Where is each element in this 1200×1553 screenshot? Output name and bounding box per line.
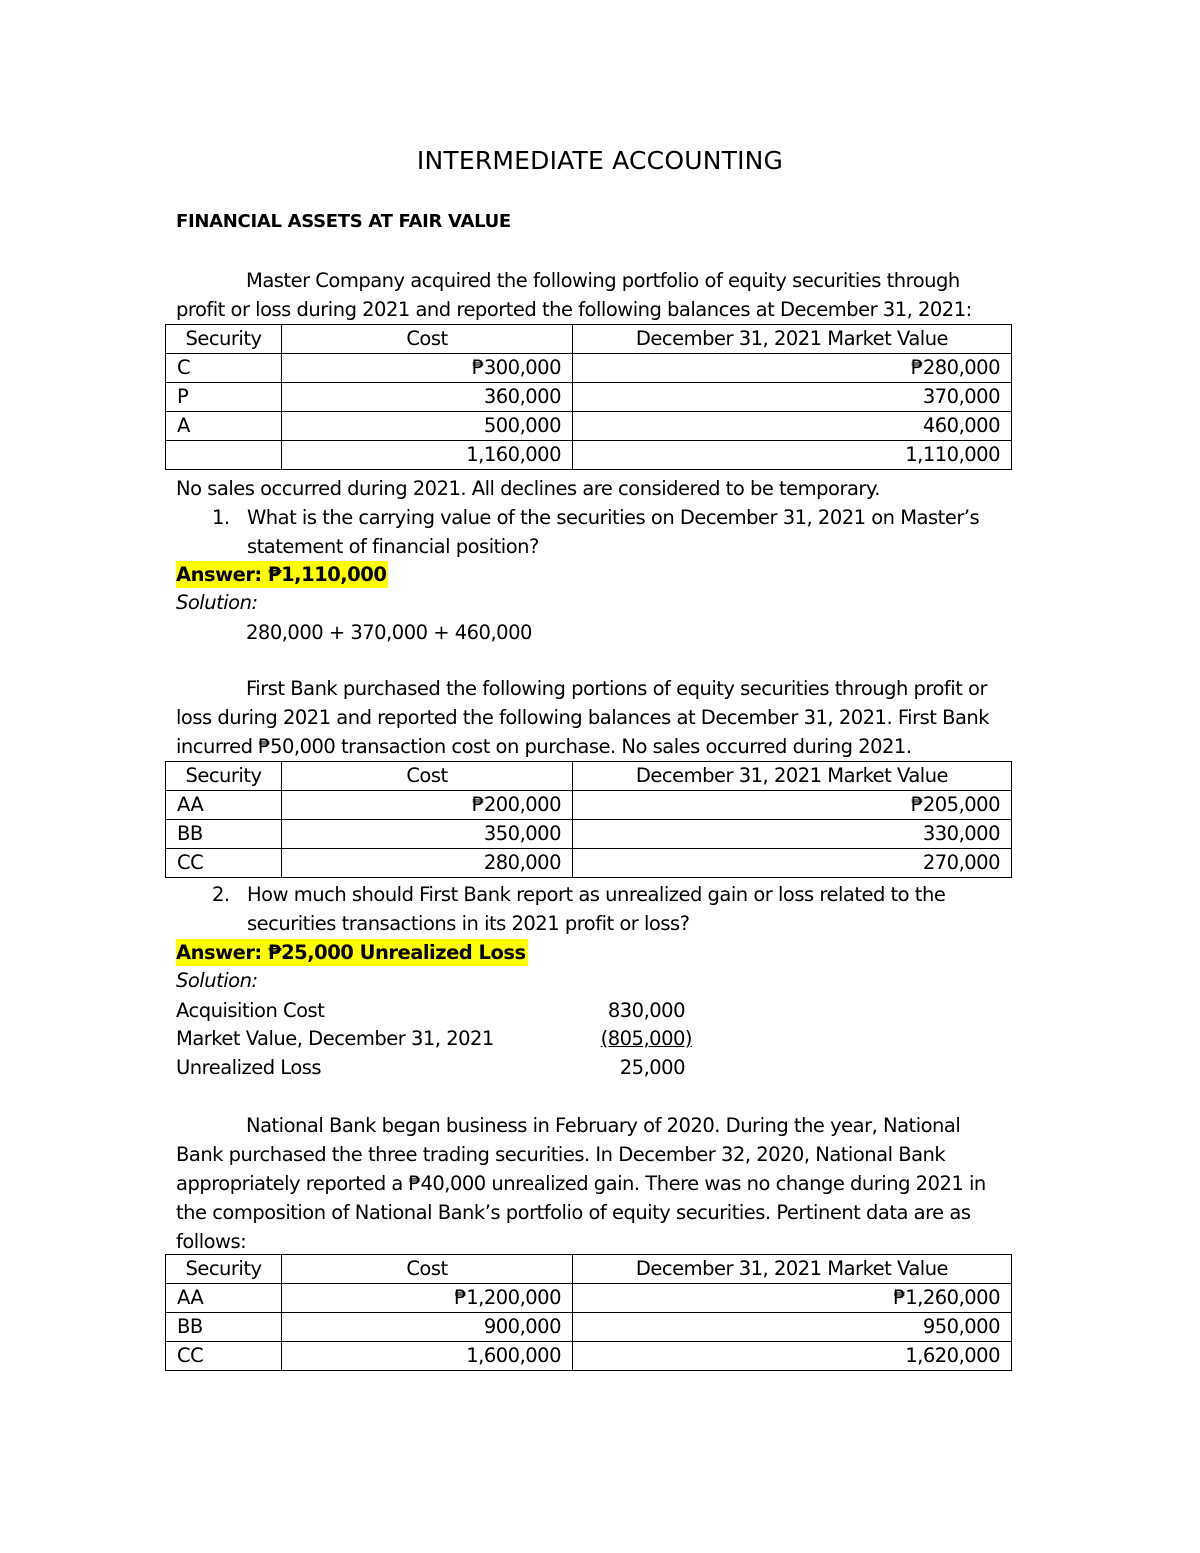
problem2-table [165, 761, 1012, 878]
header-security: Security [166, 325, 282, 354]
problem3-intro [176, 1111, 1016, 1256]
problem2-intro-line2: loss during 2021 and reported the following balances at December 31, 2021. First Bank [176, 706, 990, 729]
header-security: Security [166, 762, 282, 791]
header-cost: Cost [282, 325, 573, 354]
table-row [166, 412, 1012, 441]
table-row [166, 820, 1012, 849]
cell-security: BB [166, 820, 282, 849]
table-header-row [166, 325, 1012, 354]
cell-security: P [166, 383, 282, 412]
table-row [166, 354, 1012, 383]
cell-cost: 360,000 [282, 383, 573, 412]
cell-security: BB [166, 1313, 282, 1342]
calc-label-market-value: Market Value, December 31, 2021 [176, 1027, 494, 1050]
question-number: 1. [212, 506, 230, 529]
question-line2: securities transactions in its 2021 profit or loss? [247, 912, 690, 935]
problem3-intro-line1: National Bank began business in February of 2020. During the year, National [246, 1114, 961, 1137]
problem1-table [165, 324, 1012, 470]
table-row [166, 1313, 1012, 1342]
calc-label-acquisition-cost: Acquisition Cost [176, 999, 325, 1022]
table-row [166, 1284, 1012, 1313]
problem2-intro [176, 674, 1016, 761]
question-1 [212, 503, 1012, 561]
header-market-value: December 31, 2021 Market Value [573, 762, 1012, 791]
header-cost: Cost [282, 762, 573, 791]
cell-market-value: 1,620,000 [573, 1342, 1012, 1371]
cell-security: CC [166, 849, 282, 878]
problem2-intro-line3: incurred ₱50,000 transaction cost on purchase. No sales occurred during 2021. [176, 735, 912, 758]
question-number: 2. [212, 883, 230, 906]
table-header-row [166, 762, 1012, 791]
problem1-intro [176, 266, 1016, 324]
calc-label-unrealized-loss: Unrealized Loss [176, 1056, 322, 1079]
problem1-note: No sales occurred during 2021. All declines are considered to be temporary. [176, 477, 880, 500]
cell-cost: 350,000 [282, 820, 573, 849]
cell-cost: ₱200,000 [282, 791, 573, 820]
cell-market-value: ₱280,000 [573, 354, 1012, 383]
question-line1: What is the carrying value of the securities on December 31, 2021 on Master’s [247, 506, 980, 529]
cell-cost: 500,000 [282, 412, 573, 441]
solution-text-1: 280,000 + 370,000 + 460,000 [246, 621, 532, 644]
table-total-row [166, 441, 1012, 470]
problem3-intro-line4: the composition of National Bank’s portfolio of equity securities. Pertinent data are as [176, 1201, 971, 1224]
table-header-row [166, 1255, 1012, 1284]
cell-market-value: ₱1,260,000 [573, 1284, 1012, 1313]
table-row [166, 1342, 1012, 1371]
cell-market-value: ₱205,000 [573, 791, 1012, 820]
problem3-intro-line5: follows: [176, 1230, 247, 1253]
cell-market-value: 270,000 [573, 849, 1012, 878]
answer-2: Answer: ₱25,000 Unrealized Loss [176, 941, 526, 964]
document-title: INTERMEDIATE ACCOUNTING [416, 146, 784, 175]
cell-security: A [166, 412, 282, 441]
cell-security: CC [166, 1342, 282, 1371]
cell-cost-total: 1,160,000 [282, 441, 573, 470]
cell-security: C [166, 354, 282, 383]
cell-cost: 1,600,000 [282, 1342, 573, 1371]
table-row [166, 383, 1012, 412]
table-row [166, 791, 1012, 820]
cell-cost: 280,000 [282, 849, 573, 878]
cell-security: AA [166, 1284, 282, 1313]
solution-label-1: Solution: [176, 591, 258, 614]
calc-value-acquisition-cost: 830,000 [607, 999, 685, 1022]
question-line2: statement of financial position? [247, 535, 539, 558]
question-line1: How much should First Bank report as unrealized gain or loss related to the [247, 883, 946, 906]
calc-value-unrealized-loss: 25,000 [619, 1056, 685, 1079]
problem3-table [165, 1254, 1012, 1371]
problem1-intro-line1: Master Company acquired the following portfolio of equity securities through [246, 269, 960, 292]
cell-market-value-total: 1,110,000 [573, 441, 1012, 470]
problem1-intro-line2: profit or loss during 2021 and reported the following balances at December 31, 2021: [176, 298, 972, 321]
problem3-intro-line3: appropriately reported a ₱40,000 unrealized gain. There was no change during 2021 in [176, 1172, 986, 1195]
cell-market-value: 460,000 [573, 412, 1012, 441]
header-market-value: December 31, 2021 Market Value [573, 1255, 1012, 1284]
cell-market-value: 330,000 [573, 820, 1012, 849]
calc-value-market-value: (805,000) [600, 1027, 692, 1050]
section-heading: FINANCIAL ASSETS AT FAIR VALUE [176, 211, 511, 232]
header-market-value: December 31, 2021 Market Value [573, 325, 1012, 354]
cell-cost: ₱1,200,000 [282, 1284, 573, 1313]
cell-market-value: 370,000 [573, 383, 1012, 412]
cell-cost: ₱300,000 [282, 354, 573, 383]
question-2 [212, 880, 1012, 938]
problem3-intro-line2: Bank purchased the three trading securities. In December 32, 2020, National Bank [176, 1143, 946, 1166]
table-row [166, 849, 1012, 878]
header-cost: Cost [282, 1255, 573, 1284]
solution-label-2: Solution: [176, 969, 258, 992]
cell-security: AA [166, 791, 282, 820]
cell-market-value: 950,000 [573, 1313, 1012, 1342]
cell-security [166, 441, 282, 470]
answer-1: Answer: ₱1,110,000 [176, 563, 387, 586]
problem2-intro-line1: First Bank purchased the following portions of equity securities through profit or [246, 677, 988, 700]
cell-cost: 900,000 [282, 1313, 573, 1342]
header-security: Security [166, 1255, 282, 1284]
